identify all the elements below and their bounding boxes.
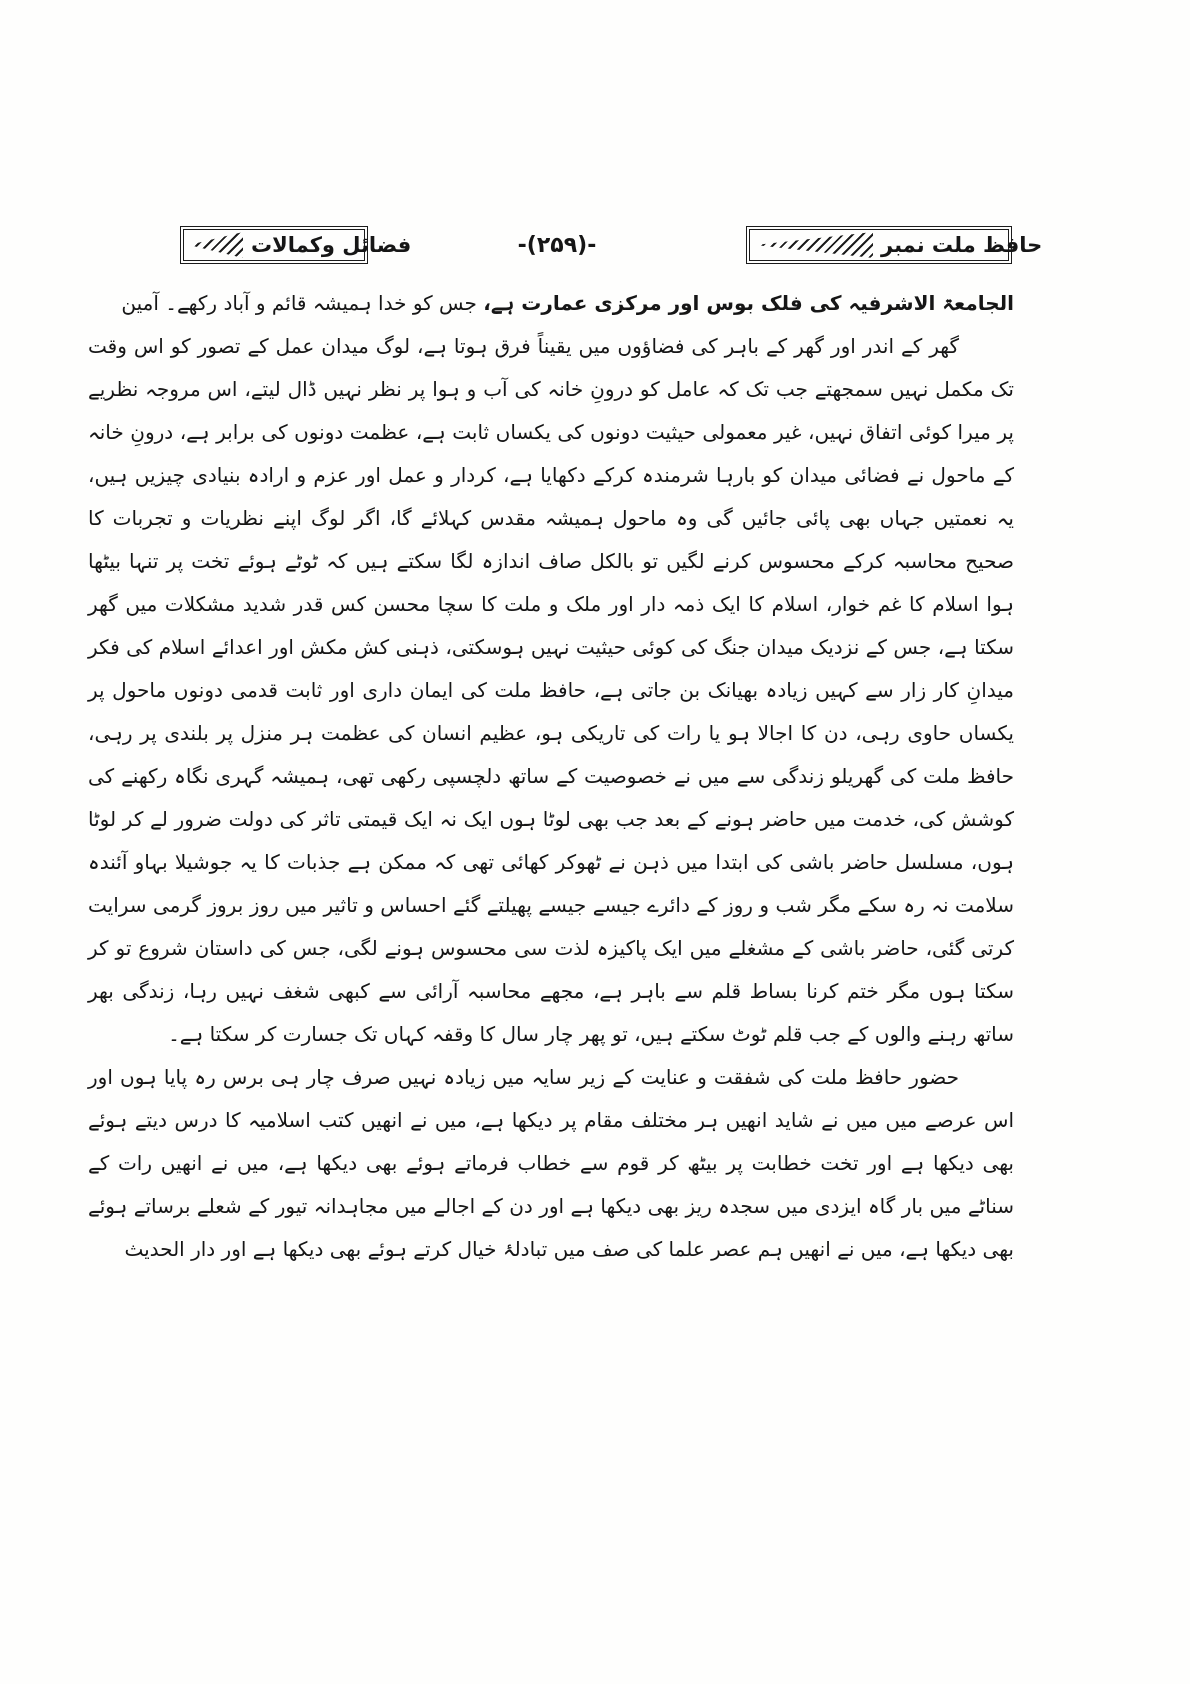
header-right-box [746,226,1043,264]
lead-rest-text: جس کو خدا ہمیشہ قائم و آباد رکھے۔ آمین [121,291,484,315]
hatch-ornament-icon [755,232,873,258]
header-left-box [180,226,412,264]
hatch-ornament-icon [189,232,243,258]
lead-paragraph [88,282,1014,325]
paragraph-2: حضور حافظ ملت کی شفقت و عنایت کے زیر سایہ میں زیادہ نہیں صرف چار ہی برس رہ پایا ہوں اور اس عرصے میں میں نے شاید انھیں ہر مختلف مقام پر دیکھا ہے، میں نے انھیں کتب اسلامیہ کا درس دیتے ہوئے بھی دیکھا ہے اور تخت خطابت پر بیٹھ کر قوم سے خطاب فرماتے ہوئے بھی دیکھا ہے، میں نے انھیں رات کے سناٹے میں بار گاہ ایزدی میں سجدہ ریز بھی دیکھا ہے اور دن کے اجالے میں مجاہدانہ تیور کے شعلے برساتے ہوئے بھی دیکھا ہے، میں نے انھیں ہم عصر علما کی صف میں تبادلۂ خیال کرتے ہوئے بھی دیکھا ہے اور دار الحدیث [88,1065,1015,1261]
paragraph-1: گھر کے اندر اور گھر کے باہر کی فضاؤوں میں یقیناً فرق ہوتا ہے، لوگ میدان عمل کے تصور کو اس وقت تک مکمل نہیں سمجھتے جب تک کہ عامل کو درونِ خانہ کی آب و ہوا پر نظر نہیں ڈال لیتے، اس مروجہ نظریے پر میرا کوئی اتفاق نہیں، غیر معمولی حیثیت دونوں کی یکساں ثابت ہے، عظمت دونوں کی برابر ہے، درونِ خانہ کے ماحول نے فضائی میدان کو بارہا شرمندہ کرکے دکھایا ہے، کردار و عمل اور عزم و ارادہ بنیادی چیزیں ہیں، یہ نعمتیں جہاں بھی پائی جائیں گی وہ ماحول ہمیشہ مقدس کہلائے گا، اگر لوگ اپنے نظریات و تجربات کا صحیح محاسبہ کرکے محسوس کرنے لگیں تو بالکل صاف اندازہ لگا سکتے ہیں کہ ٹوٹے ہوئے تخت پر تنہا بیٹھا ہوا اسلام کا غم خوار، اسلام کا ایک ذمہ دار اور ملک و ملت کا سچا محسن کس قدر شدید مشکلات میں گھر سکتا ہے، جس کے نزدیک میدان جنگ کی کوئی حیثیت نہیں ہوسکتی، ذہنی کش مکش اور اعدائے اسلام کی فکر میدانِ کار زار سے کہیں زیادہ بھیانک بن جاتی ہے، حافظ ملت کی ایمان داری اور ثابت قدمی دونوں ماحول پر یکساں حاوی رہی، دن کا اجالا ہو یا رات کی تاریکی ہو، عظیم انسان کی عظمت ہر منزل پر بلندی پر رہی، حافظ ملت کی گھریلو زندگی سے میں نے خصوصیت کے ساتھ دلچسپی رکھی تھی، ہمیشہ گہری نگاہ رکھنے کی کوشش کی، خدمت میں حاضر ہونے کے بعد جب بھی لوٹا ہوں ایک نہ ایک قیمتی تاثر کی دولت ضرور لے کر لوٹا ہوں، مسلسل حاضر باشی کی ابتدا میں ذہن نے ٹھوکر کھائی تھی کہ ممکن ہے جذبات کا یہ جوشیلا بہاو آئندہ سلامت نہ رہ سکے مگر شب و روز کے دائرے جیسے جیسے پھیلتے گئے احساس و تاثیر میں روز بروز گرمی سرایت کرتی گئی، حاضر باشی کے مشغلے میں ایک پاکیزہ لذت سی محسوس ہونے لگی، جس کی داستان شروع تو کر سکتا ہوں مگر ختم کرنا بساط قلم سے باہر ہے، مجھے محاسبہ آرائی سے کبھی شغف نہیں رہا، زندگی بھر ساتھ رہنے والوں کے جب قلم ٹوٹ سکتے ہیں، تو پھر چار سال کا وقفہ کہاں تک جسارت کر سکتا ہے۔ [88,334,1014,1046]
body-text [88,282,1014,1271]
header-right-label: حافظ ملت نمبر [881,233,1043,257]
header-left-label: فضائل وکمالات [251,233,412,257]
page-header [88,224,1043,266]
page-number: -(۲۵۹)- [517,232,597,258]
lead-bold-text: الجامعۃ الاشرفیہ کی فلک بوس اور مرکزی عمارت ہے، [483,291,1014,315]
